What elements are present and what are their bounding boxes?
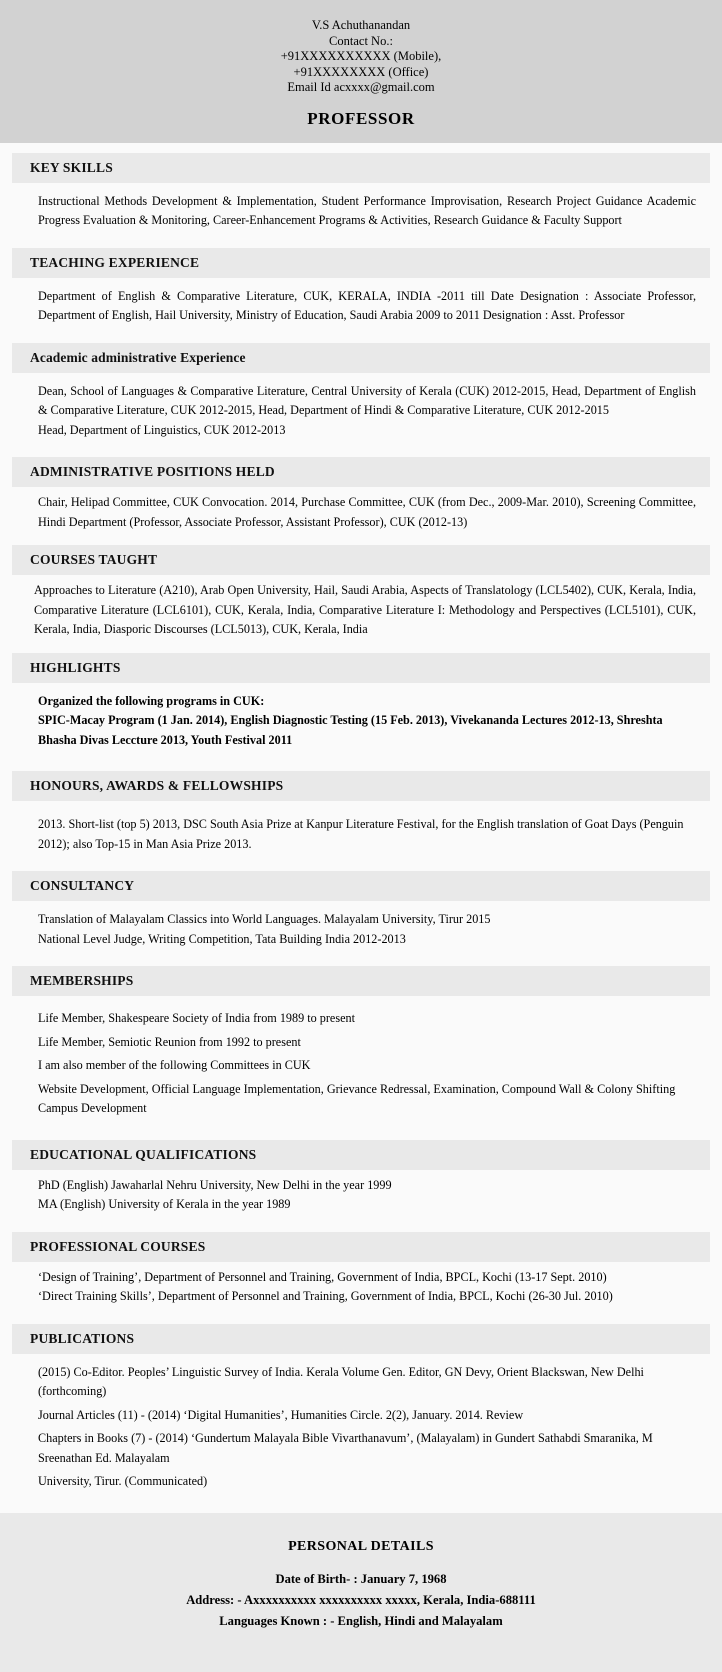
section-heading: MEMBERSHIPS [12,966,710,996]
section-paragraph: Chapters in Books (7) - (2014) ‘Gundertum Malayala Bible Vivarthanavum’, (Malayalam) in Gundert Sathabdi Smaranika, M Sreenathan Ed. Malayalam [38,1431,653,1465]
section-content [12,1170,710,1222]
section-paragraph: PhD (English) Jawaharlal Nehru University, New Delhi in the year 1999 [38,1177,392,1192]
candidate-name: V.S Achuthanandan [311,18,411,32]
section-paragraph: Dean, School of Languages & Comparative Literature, Central University of Kerala (CUK) 2012-2015, Head, Department of English & Comparative Literature, CUK 2012-2015, Head, Department of Hindi & Comparative Literature, CUK 2012-2015 [38,383,696,417]
section-heading: Academic administrative Experience [12,343,710,373]
spacer [12,1130,710,1140]
section-courses-taught [12,545,710,647]
section-memberships [12,966,710,1130]
section-heading: HONOURS, AWARDS & FELLOWSHIPS [12,771,710,801]
section-paragraph: (2015) Co-Editor. Peoples’ Linguistic Survey of India. Kerala Volume Gen. Editor, GN Devy, Orient Blackswan, New Delhi (forthcoming) [38,1364,644,1398]
section-content [12,801,710,865]
resume-masthead [0,0,722,143]
section-content [12,683,710,762]
section-paragraph: Chair, Helipad Committee, CUK Convocation. 2014, Purchase Committee, CUK (from Dec., 2009-Mar. 2010), Screening Committee, Hindi Department (Professor, Associate Professor, Assistant Professor), CUK (2012-13) [38,495,696,529]
section-consultancy [12,871,710,960]
section-content [12,1262,710,1314]
section-heading: ADMINISTRATIVE POSITIONS HELD [12,457,710,487]
section-heading: PUBLICATIONS [12,1324,710,1354]
section-paragraph: Organized the following programs in CUK: [38,693,265,708]
section-heading: COURSES TAUGHT [12,545,710,575]
section-paragraph: MA (English) University of Kerala in the year 1989 [38,1197,291,1211]
section-paragraph: Head, Department of Linguistics, CUK 2012-2013 [38,422,286,437]
section-paragraph: ‘Direct Training Skills’, Department of Personnel and Training, Government of India, BPCL, Kochi (26-30 Jul. 2010) [38,1289,613,1303]
section-content [12,575,710,647]
spacer [12,1314,710,1324]
spacer [12,1222,710,1232]
section-paragraph: Approaches to Literature (A210), Arab Open University, Hail, Saudi Arabia, Aspects of Translatology (LCL5402), CUK, Kerala, India, Comparative Literature (LCL6101), CUK, Kerala, India, Comparative Literature I: Methodology and Perspectives (LCL5101), CUK, Kerala, India, Diasporic Discourses (LCL5013), CUK, Kerala, India [34,583,696,636]
section-teaching-experience [12,248,710,337]
contact-office: +91XXXXXXXX (Office) [293,64,429,79]
section-content [12,996,710,1130]
section-content [12,373,710,452]
section-heading: KEY SKILLS [12,153,710,183]
section-content [12,183,710,242]
section-paragraph: National Level Judge, Writing Competition, Tata Building India 2012-2013 [38,931,406,946]
section-publications [12,1324,710,1503]
section-paragraph: Life Member, Semiotic Reunion from 1992 to present [38,1034,301,1049]
contact-email: Email Id acxxxx@gmail.com [287,80,435,94]
section-heading: HIGHLIGHTS [12,653,710,683]
section-paragraph: 2013. Short-list (top 5) 2013, DSC South Asia Prize at Kanpur Literature Festival, for the English translation of Goat Days (Penguin [38,817,684,831]
section-paragraph: Department of English & Comparative Literature, CUK, KERALA, INDIA -2011 till Date Designation : Associate Professor, Department of English, Hail University, Ministry of Education, Saudi Arabia 2009 to 2011 Designation : Asst. Professor [38,288,696,322]
section-professional-courses [12,1232,710,1314]
section-highlights [12,653,710,762]
section-heading: PROFESSIONAL COURSES [12,1232,710,1262]
footer-title: PERSONAL DETAILS [288,1538,434,1554]
section-content [12,487,710,539]
section-administrative-positions-held [12,457,710,539]
contact-mobile: +91XXXXXXXXXX (Mobile), [280,49,442,63]
section-paragraph: I am also member of the following Committees in CUK [38,1058,311,1072]
section-content [12,278,710,337]
section-academic-administrative-experience [12,343,710,452]
section-heading: CONSULTANCY [12,871,710,901]
date-of-birth: Date of Birth- : January 7, 1968 [275,1571,447,1586]
section-content [12,1354,710,1503]
job-title: PROFESSOR [307,108,415,128]
section-heading: EDUCATIONAL QUALIFICATIONS [12,1140,710,1170]
section-paragraph: Translation of Malayalam Classics into World Languages. Malayalam University, Tirur 2015 [38,912,491,926]
languages-known: Languages Known : - English, Hindi and Malayalam [219,1613,503,1628]
section-content [12,901,710,960]
personal-details-footer [0,1513,722,1672]
spacer [12,761,710,771]
section-educational-qualifications [12,1140,710,1222]
contact-label: Contact No.: [329,33,393,48]
section-heading: TEACHING EXPERIENCE [12,248,710,278]
section-paragraph: ‘Design of Training’, Department of Personnel and Training, Government of India, BPCL, Kochi (13-17 Sept. 2010) [38,1269,607,1284]
resume-body [0,143,722,1503]
section-honours-awards-fellowships [12,771,710,865]
section-key-skills [12,153,710,242]
section-paragraph: Instructional Methods Development & Implementation, Student Performance Improvisation, Research Project Guidance Academic Progress Evaluation & Monitoring, Career-Enhancement Programs & Activities, Research Guidance & Faculty Support [38,193,696,227]
spacer [12,143,710,153]
section-paragraph: Website Development, Official Language Implementation, Grievance Redressal, Examination, Compound Wall & Colony Shifting Campus Development [38,1081,676,1115]
section-paragraph: Journal Articles (11) - (2014) ‘Digital Humanities’, Humanities Circle. 2(2), January. 2014. Review [38,1407,524,1422]
address: Address: - Axxxxxxxxxx xxxxxxxxxx xxxxx, Kerala, India-688111 [186,1592,536,1607]
section-paragraph: 2012); also Top-15 in Man Asia Prize 2013. [38,836,252,851]
section-paragraph: University, Tirur. (Communicated) [38,1474,208,1488]
section-paragraph: Life Member, Shakespeare Society of India from 1989 to present [38,1011,355,1025]
section-paragraph: SPIC-Macay Program (1 Jan. 2014), English Diagnostic Testing (15 Feb. 2013), Vivekananda Lectures 2012-13, Shreshta Bhasha Divas Leccture 2013, Youth Festival 2011 [38,713,663,747]
